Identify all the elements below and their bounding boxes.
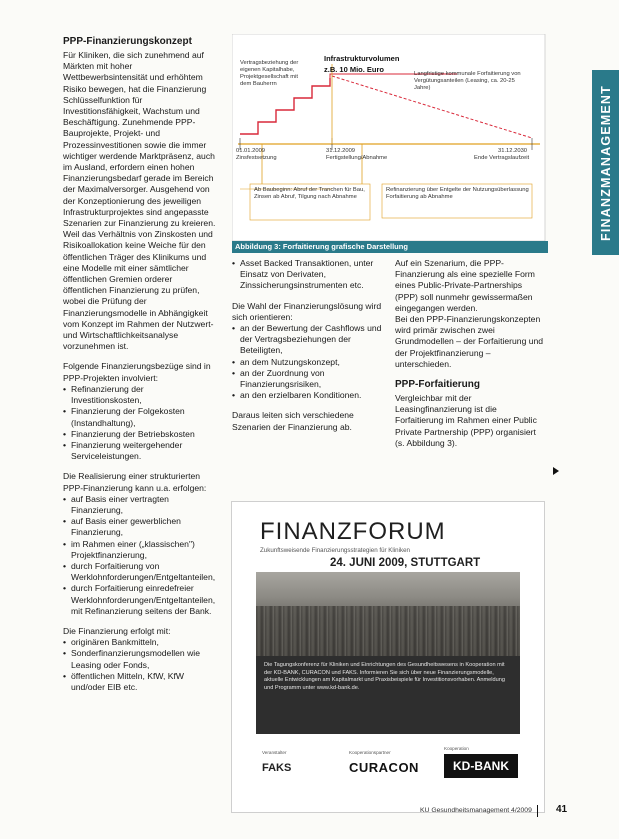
paragraph: Die Wahl der Finanzierungslösung wird sich orientieren: xyxy=(232,300,382,322)
paragraph: Für Kliniken, die sich zunehmend auf Märkten mit hoher Wettbewerbsintensität und erhöhtem Risiko bewegen, hat die Finanzierung Schlüsselfunktion für Investitionsfähigkeit, Wachstum und Beschäftigung. Zunehmende PPP-Bauprojekte, Projekt- und Prozessinvestitionen sowie die immer wichtiger werdende Marktpräsenz, auch im Ausland, erfordern einen hohen Finanzierungsbedarf gerade im Bereich der Maximalversorger. Ausgehend von der Konzeptionierung des jeweiligen Infrastrukturprojektes sind angepasste Szenarien zur Finanzierung zu kreieren. Weil das Verhältnis von Zinskosten und Risikoallokation keine Weiche für den öffentlichen Träger des Klinikums und eine Modelle mit einer sämtlicher öffentlichen Gremien orderer öffentlichen Finanzierung zu prüfen, wobei die Prüfung der Finanzierungsmodelle in Abhängigkeit vom Konzept im Rahmen der Nutzwert- und Wirtschaftlichkeitsanalyse vorzunehmen ist. xyxy=(63,50,216,352)
faks-logo: FAKS xyxy=(262,762,292,774)
list-item: • an dem Nutzungskonzept, xyxy=(232,357,382,368)
sponsor-label: Kooperationspartner xyxy=(349,750,391,755)
list-item: • Finanzierung der Folgekosten (Instandhaltung), xyxy=(63,406,216,428)
figure-caption: Abbildung 3: Forfaitierung grafische Darstellung xyxy=(232,241,548,253)
list-item: • an den erzielbaren Konditionen. xyxy=(232,390,382,401)
date-start: 01.01.2009 xyxy=(236,148,266,154)
bullet-list-costs xyxy=(63,384,216,462)
paragraph: Vergleichbar mit der Leasingfinanzierung ist die Forfaitierung im Rahmen einer Public Private Partnership (PPP) organisiert (s. Abbildung 3). xyxy=(395,393,537,448)
list-item: • auf Basis einer vertragten Finanzierung, xyxy=(63,494,216,516)
continue-arrow-icon xyxy=(553,467,559,475)
ad-info-box xyxy=(256,656,520,734)
bullet-list-realization xyxy=(63,494,216,617)
list-item: • Finanzierung der Betriebskosten xyxy=(63,429,216,440)
paragraph: Bei den PPP-Finanzierungskonzepten wird primär zwischen zwei Grundmodellen – der Forfaitierung und der Projektfinanzierung – unterschieden. xyxy=(395,314,544,369)
curacon-logo: CURACON xyxy=(349,760,419,775)
date-end: 31.12.2030 xyxy=(498,148,528,154)
date-end-label: Ende Vertragslaufzeit xyxy=(474,155,530,161)
sponsor-label: Kooperation xyxy=(444,746,469,751)
label-volume-value: z.B. 10 Mio. Euro xyxy=(324,65,385,74)
finanzforum-advertisement xyxy=(231,501,545,813)
paragraph: Die Realisierung einer strukturierten PPP-Finanzierung kann u.a. erfolgen: xyxy=(63,471,207,493)
list-item: • auf Basis einer gewerblichen Finanzierung, xyxy=(63,516,216,538)
kd-bank-logo: KD-BANK xyxy=(444,754,518,778)
footer-publication: KU Gesundheitsmanagement 4/2009 xyxy=(420,807,532,814)
bullet-list-sources xyxy=(63,637,216,693)
label-volume-title: Infrastrukturvolumen xyxy=(324,54,400,63)
paragraph: Auf ein Szenarium, die PPP-Finanzierung als eine spezielle Form eines Public-Private-Partnerships (PPP) soll nunmehr gewissermaßen eingegangen werden. xyxy=(395,258,535,313)
text-column-right xyxy=(395,258,545,458)
section-tab-label: FINANZMANAGEMENT xyxy=(598,84,613,241)
ad-title: FINANZFORUM xyxy=(260,518,446,545)
forfaitierung-diagram xyxy=(232,34,552,254)
paragraph: Daraus leiten sich verschiedene Szenarien der Finanzierung ab. xyxy=(232,410,354,432)
section-heading-ppp-concept: PPP-Finanzierungskonzept xyxy=(63,36,192,47)
list-item: • durch Forfaitierung einredefreier Werklohnforderungen/Entgeltanteilen, mit Refinanzierung seitens der Bank. xyxy=(63,583,216,617)
text-column-middle xyxy=(232,258,382,442)
label-bottom-left: Ab Baubeginn: Abruf der Tranchen für Bau, Zinsen ab Abruf, Tilgung nach Abnahme xyxy=(254,187,365,200)
sponsor-label: Veranstalter xyxy=(262,750,287,755)
list-item: • öffentlichen Mitteln, KfW, KfW und/oder EIB etc. xyxy=(63,671,216,693)
date-completion-label: Fertigstellung/Abnahme xyxy=(326,155,388,161)
list-item: • Sonderfinanzierungsmodellen wie Leasing oder Fonds, xyxy=(63,648,216,670)
label-top-left: Vertragsbeziehung der eigenen Kapitalhabe, Projektgesellschaft mit dem Bauherrn xyxy=(240,60,299,87)
footer-divider xyxy=(537,805,538,817)
paragraph: Die Finanzierung erfolgt mit: xyxy=(63,625,171,636)
ad-subtitle: Zukunftsweisende Finanzierungsstrategien für Kliniken xyxy=(260,547,410,554)
section-tab xyxy=(592,70,619,255)
list-item: • Refinanzierung der Investitionskosten, xyxy=(63,384,216,406)
list-item: • im Rahmen einer („klassischen") Projektfinanzierung, xyxy=(63,539,216,561)
list-item: • durch Forfaitierung von Werklohnforderungen/Entgeltanteilen, xyxy=(63,561,216,583)
list-item: • originären Bankmitteln, xyxy=(63,637,216,648)
paragraph: Folgende Finanzierungsbezüge sind in PPP-Projekten involviert: xyxy=(63,361,211,383)
sponsor-logos xyxy=(256,738,520,794)
ad-description: Die Tagungskonferenz für Kliniken und Einrichtungen des Gesundheitswesens in Kooperation mit der KD-BANK, CURACON und FAKS. Informieren Sie sich über neue Finanzierungsmodelle, aktuelle Entwicklungen am Kapitalmarkt und Praxisbeispiele für Investitionsvorhaben. Anmeldung und Programm unter www.kd-bank.de. xyxy=(264,662,505,691)
date-start-label: Zinsfestsetzung xyxy=(236,155,277,161)
stuttgart-skyline-photo xyxy=(256,572,520,656)
text-column-left xyxy=(63,36,216,702)
list-item: • Asset Backed Transaktionen, unter Einsatz von Derivaten, Zinssicherungsinstrumenten etc. xyxy=(232,258,382,292)
bullet-list-asset xyxy=(232,258,382,292)
ad-date: 24. JUNI 2009, STUTTGART xyxy=(330,557,481,569)
list-item: • Finanzierung weitergehender Serviceleistungen. xyxy=(63,440,216,462)
list-item: • an der Zuordnung von Finanzierungsrisiken, xyxy=(232,368,382,390)
list-item: • an der Bewertung der Cashflows und der Vertragsbeziehungen der Beteiligten, xyxy=(232,323,382,357)
page-number: 41 xyxy=(556,804,568,815)
city-silhouette xyxy=(256,606,520,656)
label-top-right: Langfristige kommunale Forfaitierung von Vergütungsanteilen (Leasing, ca. 20-25 Jahre) xyxy=(414,71,521,91)
bullet-list-criteria xyxy=(232,323,382,401)
label-bottom-right: Refinanzierung über Entgelte der Nutzungsüberlassung Forfaitierung ab Abnahme xyxy=(386,187,529,200)
section-heading-forfaitierung: PPP-Forfaitierung xyxy=(395,379,481,391)
date-completion: 31.12.2009 xyxy=(326,148,356,154)
